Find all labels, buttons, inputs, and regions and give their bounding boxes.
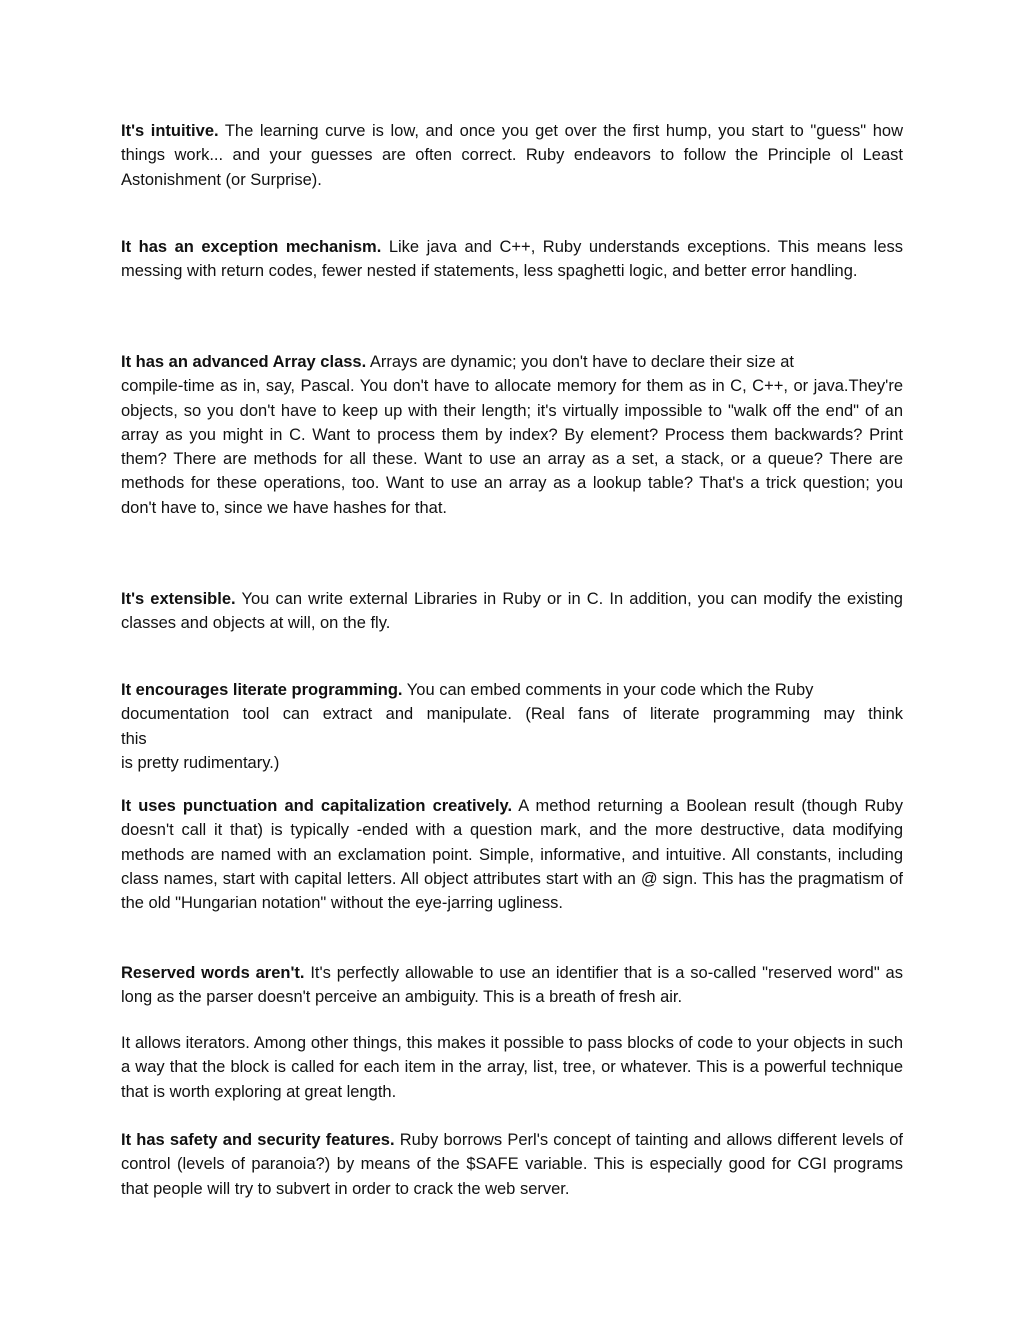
paragraph-body: You can write external Libraries in Ruby or in C. In addition, you can modify the existing classes and objects at will, on the fly. [121, 590, 903, 633]
paragraph-body: compile-time as in, say, Pascal. You don't have to allocate memory for them as in C, C++, or java.They're objects, so you don't have to keep up with their length; it's virtually impossible to "walk off the end" of an array as you might in C. Want to process them by index? By element? Process them backwards? Print them? There are methods for all these. Want to use an array as a set, a stack, or a queue? There are methods for these operations, too. Want to use an array as a lookup table? That's a trick question; you don't have to, since we have hashes for that. [121, 377, 903, 517]
paragraph-line: is pretty rudimentary.) [121, 753, 280, 772]
paragraph-intuitive [121, 119, 903, 192]
paragraph-exception-mechanism [121, 235, 903, 284]
paragraph-safety-security [121, 1128, 903, 1201]
paragraph-body: A method returning a Boolean result (though Ruby doesn't call it that) is typically -ended with a question mark, and the more destructive, data modifying methods are named with an exclamation point. Simple, informative, and intuitive. All constants, including class names, start with capital letters. All object attributes start with an @ sign. This has the pragmatism of the old "Hungarian notation" without the eye-jarring ugliness. [121, 797, 903, 913]
paragraph-punctuation [121, 794, 903, 915]
paragraph-body: It allows iterators. Among other things, this makes it possible to pass blocks of code to your objects in such a way that the block is called for each item in the array, list, tree, or whatever. This is a powerful technique that is worth exploring at great length. [121, 1034, 903, 1101]
paragraph-heading: It has an exception mechanism. [121, 238, 382, 256]
paragraph-line: documentation tool can extract and manipulate. (Real fans of literate programming may think [121, 705, 903, 724]
paragraph-array-class [121, 350, 903, 520]
paragraph-first-line [121, 678, 903, 702]
paragraph-line: this [121, 729, 147, 748]
paragraph-reserved-words [121, 961, 903, 1010]
paragraph-first-line-text: You can embed comments in your code which the Ruby [406, 681, 814, 699]
paragraph-literate-programming [121, 678, 903, 775]
paragraph-body: Like java and C++, Ruby understands exceptions. This means less messing with return codes, fewer nested if statements, less spaghetti logic, and better error handling. [121, 238, 904, 281]
paragraph-body: The learning curve is low, and once you get over the first hump, you start to "guess" how things work... and your guesses are often correct. Ruby endeavors to follow the Principle ol Least Astonishment (or Surprise). [121, 122, 903, 189]
paragraph-iterators [121, 1031, 903, 1104]
paragraph-extensible [121, 587, 903, 636]
paragraph-body: It's perfectly allowable to use an identifier that is a so-called "reserved word" as long as the parser doesn't perceive an ambiguity. This is a breath of fresh air. [121, 964, 903, 1007]
paragraph-heading: It's intuitive. [121, 122, 219, 140]
paragraph-heading: It uses punctuation and capitalization creatively. [121, 797, 513, 815]
paragraph-heading: Reserved words aren't. [121, 964, 305, 982]
paragraph-heading: It has safety and security features. [121, 1131, 395, 1149]
paragraph-heading: It's extensible. [121, 590, 236, 608]
paragraph-first-line-text: Arrays are dynamic; you don't have to declare their size at [369, 353, 794, 371]
paragraph-body: Ruby borrows Perl's concept of tainting and allows different levels of control (levels of paranoia?) by means of the $SAFE variable. This is especially good for CGI programs that people will try to subvert in order to crack the web server. [121, 1131, 904, 1198]
paragraph-heading: It encourages literate programming. [121, 681, 403, 699]
paragraph-first-line [121, 350, 903, 374]
paragraph-heading: It has an advanced Array class. [121, 353, 367, 371]
